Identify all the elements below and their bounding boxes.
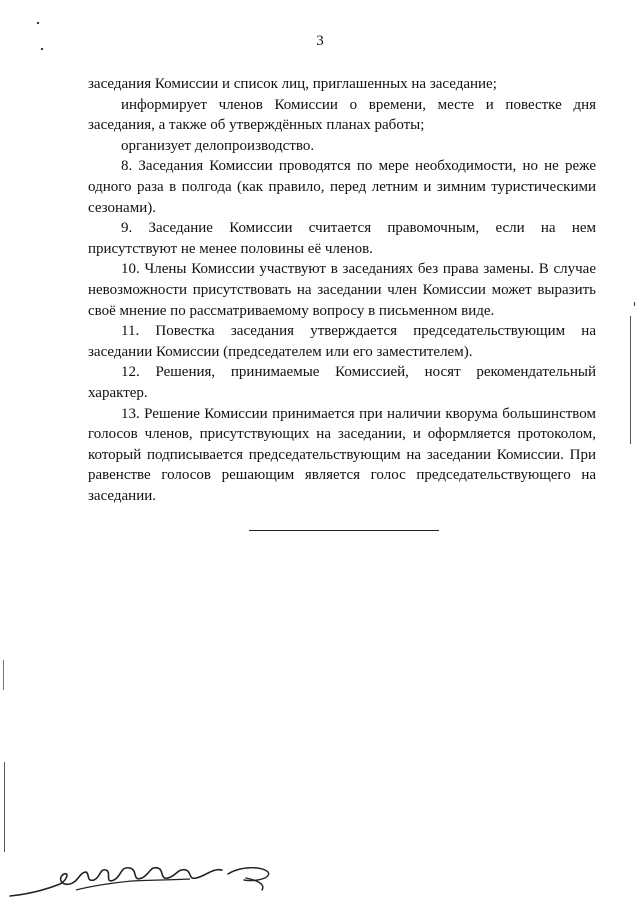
paragraph-10: 10. Члены Комиссии участвуют в заседаниях без права замены. В случае невозможности присутствовать на заседании член Комиссии может выразить своё мнение по рассматриваемому вопросу в письменном виде.: [88, 261, 596, 319]
paragraph-informs: информирует членов Комиссии о времени, месте и повестке дня заседания, а также об утверждённых планах работы;: [88, 96, 596, 134]
scan-mark: [634, 302, 635, 306]
scan-edge-line: [4, 762, 5, 852]
paragraph-12: 12. Решения, принимаемые Комиссией, носят рекомендательный характер.: [88, 364, 596, 401]
paragraph-continuation: заседания Комиссии и список лиц, приглашенных на заседание;: [88, 76, 497, 92]
paragraph-13: 13. Решение Комиссии принимается при наличии кворума большинством голосов членов, присутствующих на заседании, и оформляется протоколом, который подписывается председательствующим на заседании Комиссии. При равенстве голосов решающим является голос председательствующего на заседании.: [88, 405, 596, 504]
handwritten-signature: [0, 850, 290, 905]
paragraph-records: организует делопроизводство.: [121, 137, 315, 154]
paragraph-8: 8. Заседания Комиссии проводятся по мере необходимости, но не реже одного раза в полгода (как правило, перед летним и зимним туристическими сезонами).: [88, 158, 596, 216]
paragraph-9: 9. Заседание Комиссии считается правомочным, если на нем присутствуют не менее половины её членов.: [88, 220, 596, 257]
document-body: [88, 74, 596, 506]
page-number: 3: [316, 33, 324, 49]
scan-mark: [41, 48, 43, 50]
scan-edge-line: [3, 660, 4, 690]
paragraph-11: 11. Повестка заседания утверждается председательствующим на заседании Комиссии (председателем или его заместителем).: [88, 323, 596, 360]
scan-mark: [37, 22, 39, 24]
scan-edge-line: [630, 316, 631, 444]
end-divider-line: [249, 530, 439, 531]
